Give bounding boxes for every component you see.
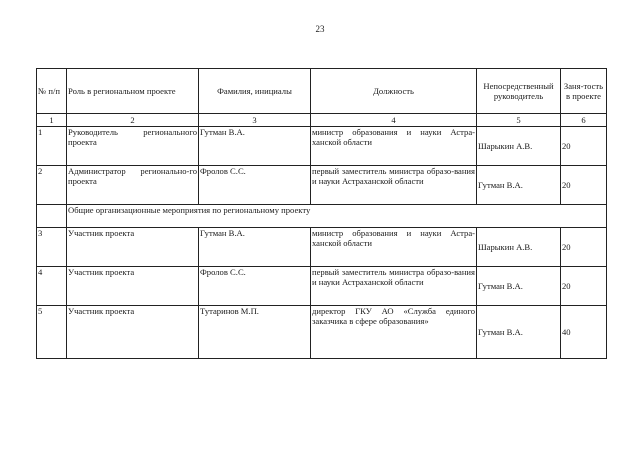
project-participants-table [36, 68, 607, 359]
column-number: 2 [67, 114, 199, 127]
row-role: Руководитель регионального проекта [67, 127, 199, 166]
column-number: 3 [199, 114, 311, 127]
header-num: № п/п [37, 69, 67, 114]
row-position: министр образования и науки Астра-ханской области [311, 127, 477, 166]
section-title: Общие организационные мероприятия по региональному проекту [67, 205, 607, 228]
row-role: Участник проекта [67, 306, 199, 359]
table-row [37, 228, 607, 267]
row-num: 1 [37, 127, 67, 166]
row-name: Гутман В.А. [199, 228, 311, 267]
row-employment: 20 [561, 166, 607, 205]
row-manager: Шарыкин А.В. [477, 228, 561, 267]
row-role: Администратор регионально-го проекта [67, 166, 199, 205]
row-name: Фролов С.С. [199, 166, 311, 205]
header-manager: Непосредственный руководитель [477, 69, 561, 114]
row-employment: 40 [561, 306, 607, 359]
header-name: Фамилия, инициалы [199, 69, 311, 114]
table-row [37, 306, 607, 359]
row-name: Фролов С.С. [199, 267, 311, 306]
row-name: Тутаринов М.П. [199, 306, 311, 359]
header-position: Должность [311, 69, 477, 114]
row-employment: 20 [561, 127, 607, 166]
table-row [37, 267, 607, 306]
row-manager: Гутман В.А. [477, 306, 561, 359]
row-position: министр образования и науки Астра-ханской области [311, 228, 477, 267]
section-row [37, 205, 607, 228]
column-number: 1 [37, 114, 67, 127]
row-manager: Гутман В.А. [477, 166, 561, 205]
table-header-row [37, 69, 607, 114]
row-num: 2 [37, 166, 67, 205]
header-employment: Заня-тость в проекте [561, 69, 607, 114]
column-number: 4 [311, 114, 477, 127]
row-name: Гутман В.А. [199, 127, 311, 166]
row-num: 4 [37, 267, 67, 306]
row-role: Участник проекта [67, 228, 199, 267]
row-employment: 20 [561, 228, 607, 267]
row-manager: Гутман В.А. [477, 267, 561, 306]
column-number: 5 [477, 114, 561, 127]
row-role: Участник проекта [67, 267, 199, 306]
table-row [37, 127, 607, 166]
header-role: Роль в региональном проекте [67, 69, 199, 114]
row-position: первый заместитель министра образо-вания и науки Астраханской области [311, 166, 477, 205]
row-manager: Шарыкин А.В. [477, 127, 561, 166]
row-employment: 20 [561, 267, 607, 306]
row-position: директор ГКУ АО «Служба единого заказчика в сфере образования» [311, 306, 477, 359]
table-row [37, 166, 607, 205]
section-spacer [37, 205, 67, 228]
page-number: 23 [315, 24, 325, 34]
row-num: 3 [37, 228, 67, 267]
row-num: 5 [37, 306, 67, 359]
column-numbers-row [37, 114, 607, 127]
row-position: первый заместитель министра образо-вания и науки Астраханской области [311, 267, 477, 306]
column-number: 6 [561, 114, 607, 127]
